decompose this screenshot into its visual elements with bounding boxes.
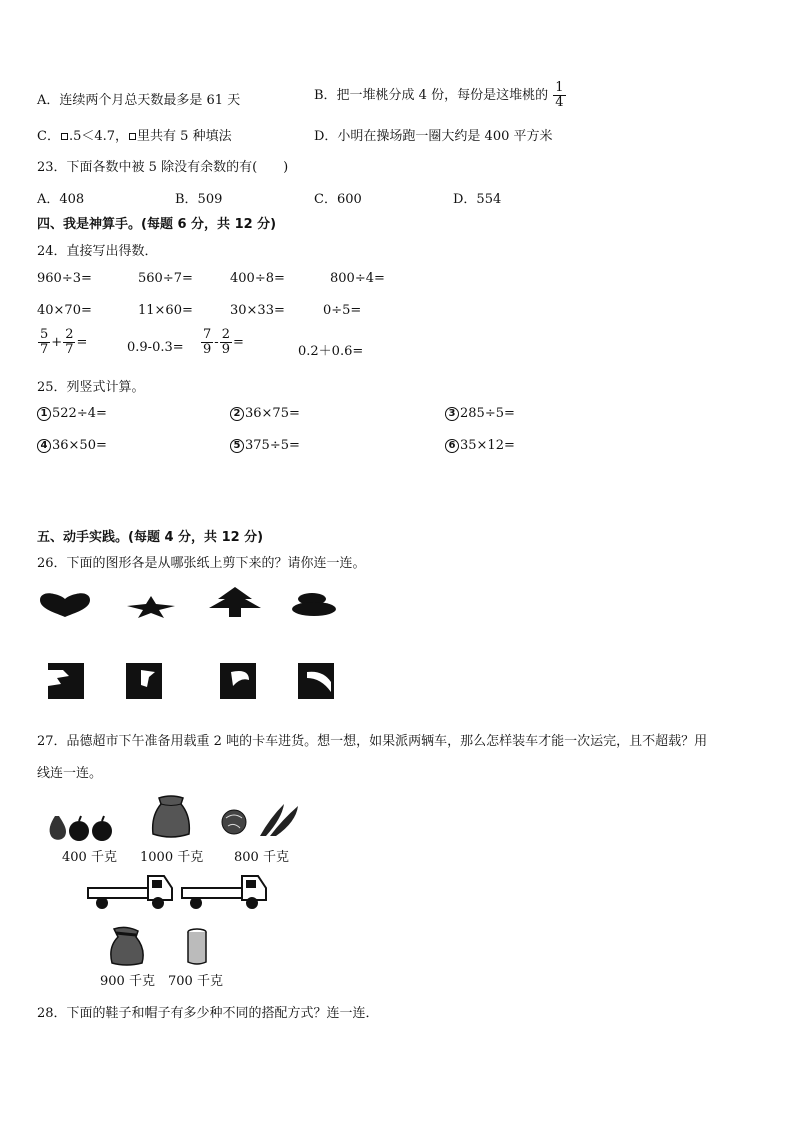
q25-item [37, 438, 107, 453]
fraction-denominator: 7 [65, 342, 74, 357]
vegetables-icon [220, 800, 302, 840]
circled-number: 5 [230, 439, 244, 453]
fraction [553, 81, 565, 110]
fraction [220, 328, 232, 357]
q24-item: 960÷3= [37, 271, 92, 286]
fraction [38, 328, 50, 357]
truck-icon [86, 868, 174, 912]
q24-item: 0÷5= [323, 303, 362, 318]
fraction [63, 328, 75, 357]
q25-item [37, 406, 107, 421]
operator: - [214, 335, 219, 350]
q25-expression: 36×50= [52, 438, 107, 453]
barrel-icon [186, 928, 208, 966]
fruit-icon [46, 810, 120, 842]
circled-number: 1 [37, 407, 51, 421]
cut-paper-icon [297, 662, 335, 700]
q22-option-d: D．小明在操场跑一圈大约是 400 平方米 [314, 129, 553, 144]
fraction-numerator: 7 [203, 327, 212, 342]
q25-expression: 36×75= [245, 406, 300, 421]
section-5-title: 五、动手实践。(每题 4 分，共 12 分) [37, 530, 264, 545]
weight-label: 800 千克 [234, 850, 289, 865]
q23-option-b: B．509 [175, 192, 223, 207]
q24-item: 0.9-0.3= [127, 340, 184, 355]
equals: = [76, 335, 88, 350]
q23-option-c: C．600 [314, 192, 362, 207]
circled-number: 6 [445, 439, 459, 453]
q24-item: 800÷4= [330, 271, 385, 286]
heart-shape-icon [38, 591, 92, 619]
fraction-denominator: 7 [40, 342, 49, 357]
grain-sack-icon [149, 794, 193, 840]
q22-option-a: A．连续两个月总天数最多是 61 天 [37, 93, 241, 108]
q22-option-c-post: 里共有 5 种填法 [137, 129, 232, 144]
cut-paper-icon [219, 662, 257, 700]
hat-shape-icon [290, 592, 338, 618]
fraction-numerator: 2 [65, 327, 74, 342]
q25-stem: 25．列竖式计算。 [37, 380, 145, 395]
q24-item: 560÷7= [138, 271, 193, 286]
q27-stem-line-1: 27．品德超市下午准备用载重 2 吨的卡车进货。想一想，如果派两辆车，那么怎样装车才能一次运完，且不超载？用 [37, 734, 708, 749]
q25-expression: 285÷5= [460, 406, 515, 421]
q24-item: 0.2＋0.6= [298, 344, 364, 359]
section-4-title: 四、我是神算手。(每题 6 分，共 12 分) [37, 217, 277, 232]
q24-item: 40×70= [37, 303, 92, 318]
fraction-denominator: 4 [555, 95, 564, 110]
q23-stem: 23．下面各数中被 5 除没有余数的有( ) [37, 160, 289, 175]
q24-item: 30×33= [230, 303, 285, 318]
blank-box-icon [129, 133, 136, 140]
q27-stem-line-2: 线连一连。 [37, 766, 103, 781]
q22-option-b [314, 81, 567, 110]
weight-label: 400 千克 [62, 850, 117, 865]
operator: + [51, 335, 63, 350]
blank-box-icon [61, 133, 68, 140]
q24-item: 400÷8= [230, 271, 285, 286]
weight-label: 700 千克 [168, 974, 223, 989]
cut-paper-icon [125, 662, 163, 700]
q28-stem: 28．下面的鞋子和帽子有多少种不同的搭配方式？连一连． [37, 1006, 379, 1021]
q23-option-a: A．408 [37, 192, 85, 207]
circled-number: 2 [230, 407, 244, 421]
q25-item [445, 406, 515, 421]
tree-shape-icon [208, 586, 262, 618]
q26-stem: 26．下面的图形各是从哪张纸上剪下来的？请你连一连。 [37, 556, 366, 571]
q25-expression: 522÷4= [52, 406, 107, 421]
q25-item [230, 438, 300, 453]
fraction-numerator: 2 [221, 327, 230, 342]
fraction-denominator: 9 [203, 342, 212, 357]
q22-option-c [37, 125, 232, 144]
q25-expression: 35×12= [460, 438, 515, 453]
q23-option-d: D．554 [453, 192, 502, 207]
circled-number: 4 [37, 439, 51, 453]
q22-option-c-mid: .5＜4.7， [68, 129, 129, 144]
star-shape-icon [126, 595, 176, 619]
fraction-numerator: 5 [40, 327, 49, 342]
q25-expression: 375÷5= [245, 438, 300, 453]
sack-icon [106, 925, 148, 967]
weight-label: 1000 千克 [140, 850, 204, 865]
truck-icon [180, 868, 268, 912]
q22-option-c-label: C． [37, 129, 60, 144]
q24-fraction-expression [37, 328, 87, 357]
q22-option-b-text: B．把一堆桃分成 4 份，每份是这堆桃的 [314, 88, 549, 103]
fraction [201, 328, 213, 357]
fraction-denominator: 9 [221, 342, 230, 357]
q25-item [445, 438, 515, 453]
circled-number: 3 [445, 407, 459, 421]
equals: = [232, 335, 244, 350]
cut-paper-icon [47, 662, 85, 700]
q24-item: 11×60= [138, 303, 193, 318]
q25-item [230, 406, 300, 421]
q24-fraction-expression [200, 328, 244, 357]
weight-label: 900 千克 [100, 974, 155, 989]
q24-stem: 24．直接写出得数． [37, 244, 158, 259]
fraction-numerator: 1 [555, 80, 564, 95]
